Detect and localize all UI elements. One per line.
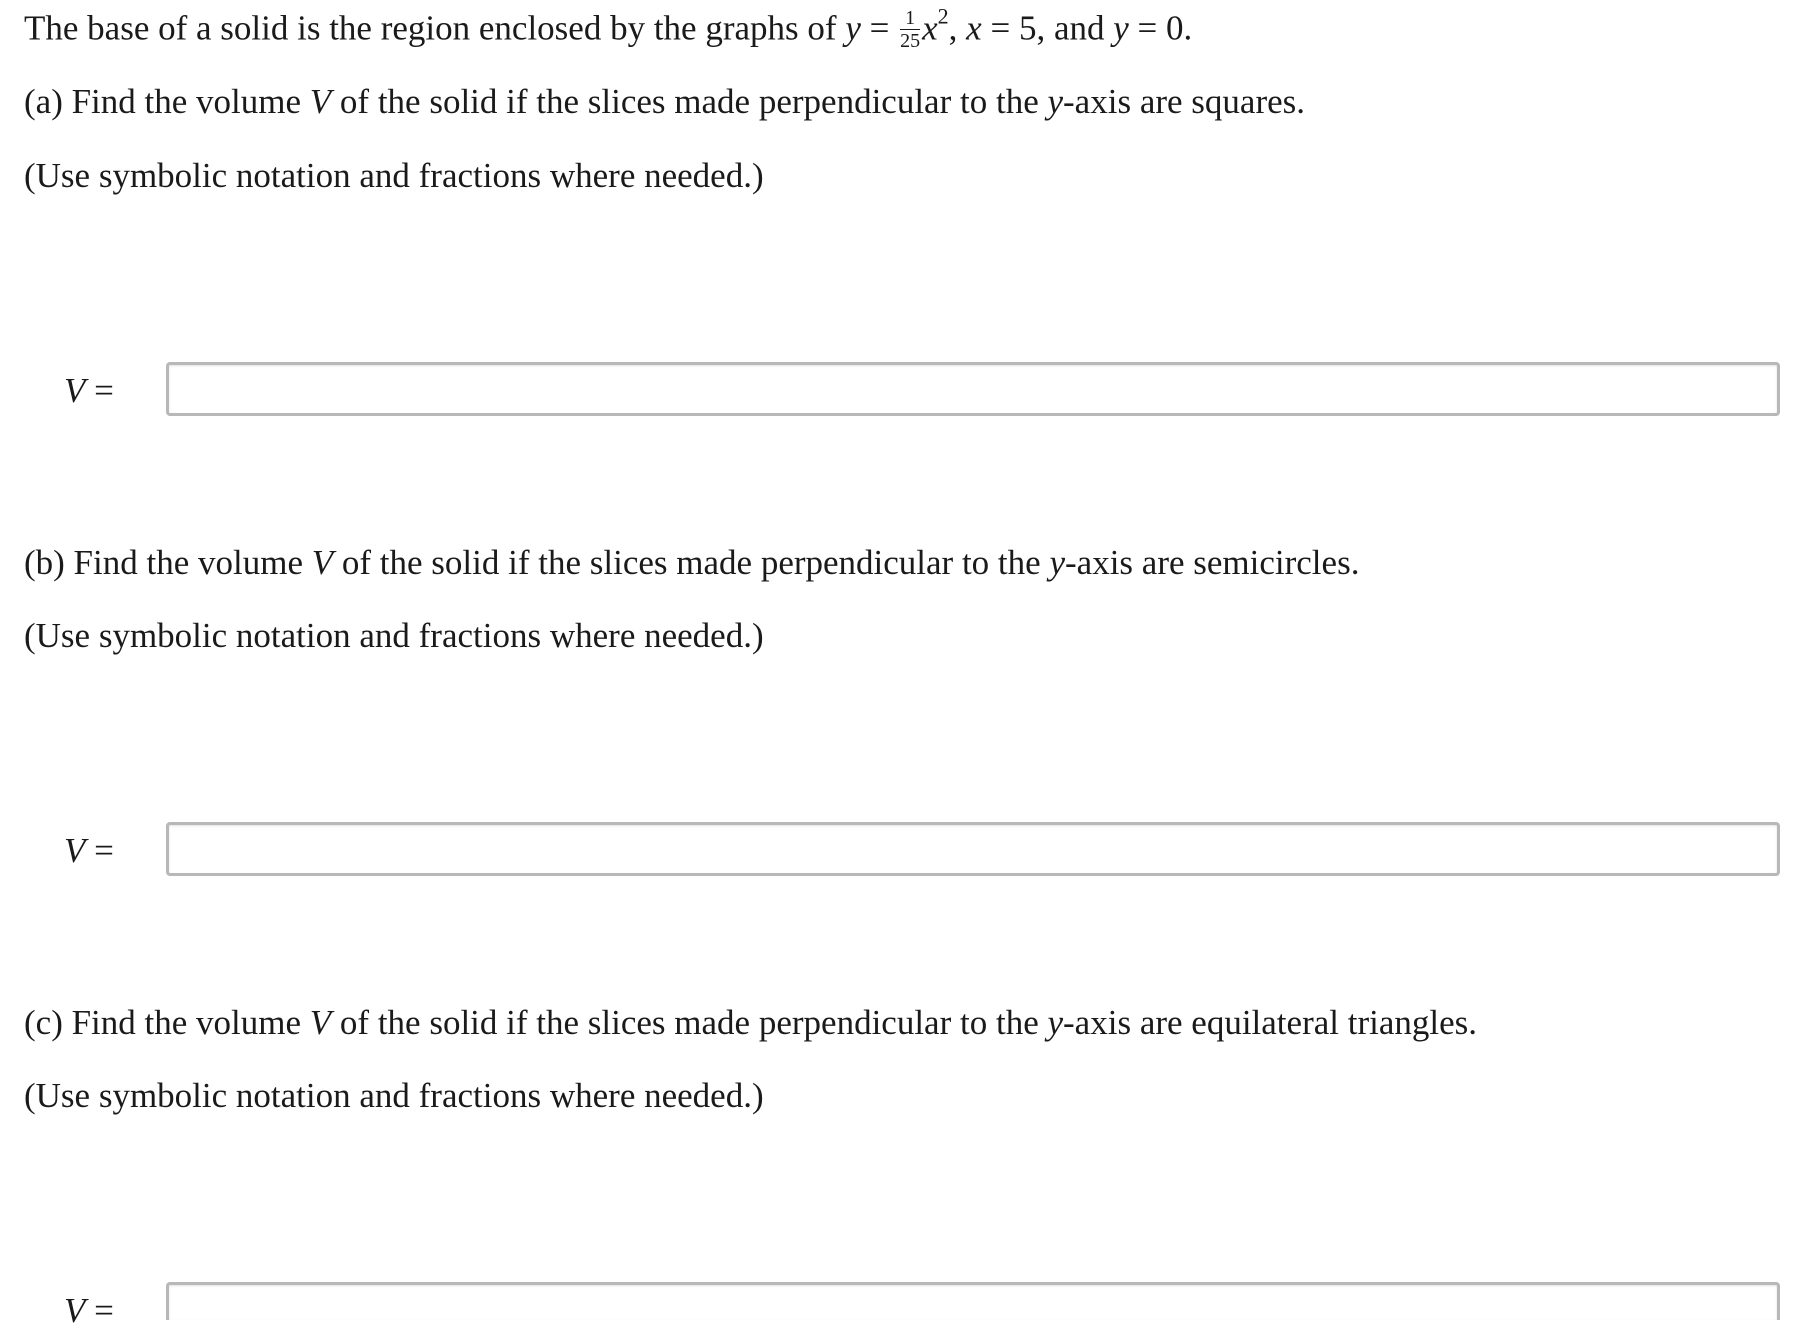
math-x: x	[922, 8, 938, 48]
part-c-answer-label	[64, 1293, 114, 1328]
part-b-mid: of the solid if the slices made perpendicular to the	[333, 543, 1050, 582]
part-b-var: V	[311, 543, 334, 582]
part-b-answer-label	[64, 833, 114, 868]
part-b-hint: (Use symbolic notation and fractions where needed.)	[24, 616, 764, 655]
exponent: 2	[937, 3, 949, 29]
equation-y-0: = 0.	[1128, 8, 1193, 48]
part-b-label-var: V	[64, 831, 86, 870]
fraction-one-over-25	[900, 8, 920, 51]
part-a-answer-input[interactable]	[166, 362, 1780, 416]
equals-sign: =	[860, 8, 899, 48]
part-c-var: V	[309, 1003, 332, 1042]
part-c-label-eq: =	[85, 1291, 114, 1330]
part-a-question	[24, 84, 1305, 119]
math-y-2: y	[1113, 8, 1129, 48]
part-a-suffix: -axis are squares.	[1063, 82, 1306, 121]
part-c-prefix: (c) Find the volume	[24, 1003, 310, 1042]
part-c-mid: of the solid if the slices made perpendicular to the	[331, 1003, 1048, 1042]
math-y: y	[845, 8, 861, 48]
part-b-suffix: -axis are semicircles.	[1065, 543, 1360, 582]
part-a-var: V	[309, 82, 332, 121]
part-a-label-eq: =	[85, 371, 114, 410]
part-a-axis: y	[1047, 82, 1064, 121]
part-a-answer-label	[64, 373, 114, 408]
part-c-axis: y	[1047, 1003, 1064, 1042]
part-a-mid: of the solid if the slices made perpendicular to the	[331, 82, 1048, 121]
part-c-suffix: -axis are equilateral triangles.	[1063, 1003, 1477, 1042]
problem-intro: The base of a solid is the region enclosed by the graphs of	[24, 8, 846, 48]
comma: ,	[948, 8, 967, 48]
part-b-question	[24, 545, 1359, 580]
part-c-label-var: V	[64, 1291, 86, 1330]
part-c-question	[24, 1005, 1477, 1040]
fraction-denominator: 25	[900, 30, 921, 52]
part-b-prefix: (b) Find the volume	[24, 543, 312, 582]
fraction-numerator: 1	[900, 8, 920, 30]
part-b-label-eq: =	[85, 831, 114, 870]
equation-x-5: = 5, and	[981, 8, 1114, 48]
part-b-axis: y	[1049, 543, 1065, 582]
part-a-label-var: V	[64, 371, 86, 410]
part-a-hint: (Use symbolic notation and fractions where needed.)	[24, 156, 764, 195]
problem-statement	[24, 3, 1193, 53]
math-x-2: x	[966, 8, 982, 48]
part-b-answer-input[interactable]	[166, 822, 1780, 876]
part-a-prefix: (a) Find the volume	[24, 82, 310, 121]
part-c-hint: (Use symbolic notation and fractions where needed.)	[24, 1076, 764, 1115]
part-c-answer-input[interactable]	[166, 1282, 1780, 1320]
